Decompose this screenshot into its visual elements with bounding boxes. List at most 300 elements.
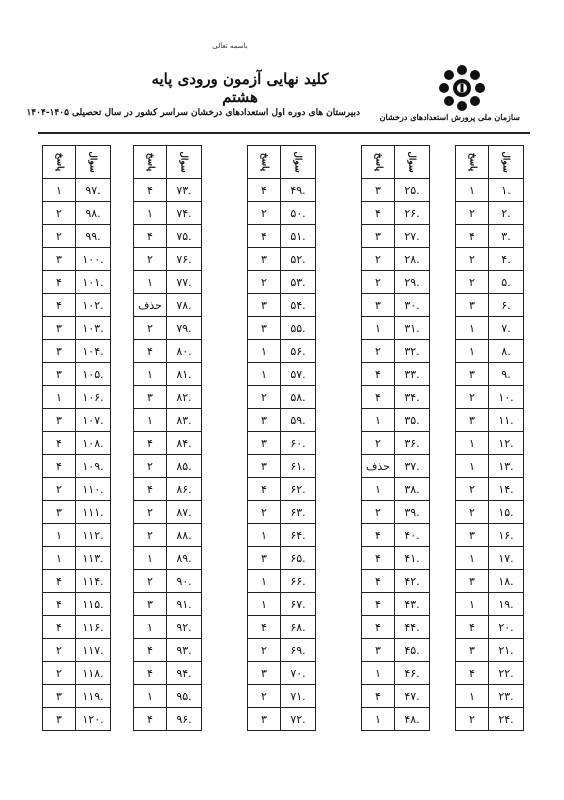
table-row: [134, 363, 202, 386]
answer-value: ۱: [248, 363, 281, 386]
table-row: [248, 179, 316, 202]
question-number: .۱۰۱: [76, 271, 111, 294]
table-row: [134, 524, 202, 547]
table-row: [43, 179, 111, 202]
answer-value: ۲: [362, 248, 395, 271]
table-row: [248, 202, 316, 225]
table-row: [362, 386, 430, 409]
answer-value: ۳: [362, 225, 395, 248]
question-number: .۳۴: [395, 386, 430, 409]
answer-value: ۴: [134, 662, 167, 685]
answer-value: ۴: [456, 662, 489, 685]
question-number: .۵۲: [281, 248, 316, 271]
answer-value: ۳: [43, 501, 76, 524]
question-number: .۳۸: [395, 478, 430, 501]
table-row: [248, 501, 316, 524]
table-row: [248, 317, 316, 340]
question-number: .۶۲: [281, 478, 316, 501]
answer-value: ۲: [134, 501, 167, 524]
question-number: .۲۷: [395, 225, 430, 248]
table-row: [456, 363, 524, 386]
answer-value: ۲: [248, 271, 281, 294]
answer-value: ۴: [456, 225, 489, 248]
table-row: [134, 547, 202, 570]
table-row: [456, 340, 524, 363]
question-number: .۸۲: [167, 386, 202, 409]
table-row: [456, 547, 524, 570]
table-row: [43, 202, 111, 225]
question-number: .۳۵: [395, 409, 430, 432]
question-number: .۱۲۰: [76, 708, 111, 731]
question-number: .۸۸: [167, 524, 202, 547]
answer-value: ۴: [248, 616, 281, 639]
table-row: [362, 547, 430, 570]
table-row: [43, 248, 111, 271]
question-column-header: [395, 146, 430, 179]
answer-column-header: [362, 146, 395, 179]
answer-header-label: پاسخ: [53, 152, 64, 172]
table-row: [43, 225, 111, 248]
answer-value: ۱: [456, 593, 489, 616]
question-number: .۴۹: [281, 179, 316, 202]
answer-value: ۴: [248, 478, 281, 501]
question-number: .۸۳: [167, 409, 202, 432]
answer-value: ۳: [43, 248, 76, 271]
answer-value: ۱: [362, 662, 395, 685]
answer-value: ۲: [248, 386, 281, 409]
table-row: [43, 455, 111, 478]
page-subtitle: دبیرستان های دوره اول استعدادهای درخشان سراسر کشور در سال تحصیلی ۱۴۰۵-۱۴۰۴: [26, 108, 360, 118]
table-row: [134, 639, 202, 662]
table-row: [248, 662, 316, 685]
question-number: .۱۷: [489, 547, 524, 570]
answer-value: ۲: [134, 524, 167, 547]
question-number: .۹۲: [167, 616, 202, 639]
table-row: [134, 455, 202, 478]
question-number: .۶۹: [281, 639, 316, 662]
answer-table-5: [42, 145, 111, 731]
question-column-header: [281, 146, 316, 179]
question-header-label: سوال: [406, 151, 417, 173]
question-number: .۴۶: [395, 662, 430, 685]
table-row: [43, 616, 111, 639]
table-row: [134, 662, 202, 685]
table-row: [134, 409, 202, 432]
answer-value: ۴: [362, 547, 395, 570]
answer-value: ۱: [362, 409, 395, 432]
answer-table-2: [361, 145, 430, 731]
question-number: .۸۰: [167, 340, 202, 363]
table-row: [248, 225, 316, 248]
question-number: .۷۸: [167, 294, 202, 317]
table-row: [43, 363, 111, 386]
table-row: [43, 340, 111, 363]
table-row: [248, 455, 316, 478]
answer-value: ۳: [43, 708, 76, 731]
answer-value: ۴: [248, 225, 281, 248]
top-note: باسمه تعالی: [212, 42, 248, 50]
question-number: .۲۲: [489, 662, 524, 685]
answer-value: ۱: [134, 363, 167, 386]
table-row: [134, 317, 202, 340]
answer-value: ۲: [456, 248, 489, 271]
table-row: [362, 708, 430, 731]
question-number: .۶۵: [281, 547, 316, 570]
answer-value: ۴: [43, 616, 76, 639]
question-number: .۲۹: [395, 271, 430, 294]
answer-value: ۲: [248, 202, 281, 225]
answer-value: ۱: [362, 708, 395, 731]
table-row: [134, 248, 202, 271]
answer-value: ۲: [456, 202, 489, 225]
answer-value: ۱: [43, 179, 76, 202]
answer-value: ۴: [248, 179, 281, 202]
answer-value: ۳: [456, 294, 489, 317]
answer-value: ۱: [134, 202, 167, 225]
answer-value: ۱: [43, 547, 76, 570]
answer-table-1: [455, 145, 524, 731]
answer-value: ۴: [43, 294, 76, 317]
question-number: .۳۲: [395, 340, 430, 363]
answer-value: ۳: [456, 524, 489, 547]
answer-value: ۴: [43, 432, 76, 455]
answer-value: ۴: [134, 639, 167, 662]
answer-value: ۲: [43, 478, 76, 501]
table-row: [456, 593, 524, 616]
question-number: .۷۲: [281, 708, 316, 731]
table-row: [248, 294, 316, 317]
question-header-label: سوال: [87, 151, 98, 173]
answer-value: ۱: [43, 386, 76, 409]
answer-value: ۴: [362, 593, 395, 616]
question-number: .۳: [489, 225, 524, 248]
question-number: .۹۰: [167, 570, 202, 593]
answer-value: ۳: [134, 593, 167, 616]
question-number: .۳۰: [395, 294, 430, 317]
table-row: [456, 271, 524, 294]
question-number: .۴: [489, 248, 524, 271]
answer-value: حذف: [362, 455, 395, 478]
answer-value: ۲: [362, 432, 395, 455]
table-row: [362, 340, 430, 363]
question-number: .۱۱: [489, 409, 524, 432]
table-row: [362, 685, 430, 708]
question-number: .۱۸: [489, 570, 524, 593]
answer-table-4: [133, 145, 202, 731]
answer-value: ۳: [248, 662, 281, 685]
table-row: [456, 432, 524, 455]
table-row: [248, 547, 316, 570]
table-row: [134, 386, 202, 409]
question-column-header: [167, 146, 202, 179]
table-row: [248, 524, 316, 547]
answer-value: ۳: [456, 639, 489, 662]
answer-value: ۴: [456, 616, 489, 639]
answer-value: ۲: [134, 455, 167, 478]
question-number: .۵۰: [281, 202, 316, 225]
table-row: [43, 570, 111, 593]
question-number: .۴۸: [395, 708, 430, 731]
answer-value: ۱: [134, 685, 167, 708]
answer-value: ۱: [456, 179, 489, 202]
question-number: .۱۹: [489, 593, 524, 616]
question-number: .۱۵: [489, 501, 524, 524]
question-number: .۳۷: [395, 455, 430, 478]
table-row: [362, 202, 430, 225]
answer-value: ۳: [248, 317, 281, 340]
answer-header-label: پاسخ: [258, 152, 269, 172]
answer-value: ۱: [248, 340, 281, 363]
question-number: .۱۱۸: [76, 662, 111, 685]
question-number: .۲۳: [489, 685, 524, 708]
table-row: [362, 225, 430, 248]
answer-value: ۳: [248, 547, 281, 570]
table-row: [134, 432, 202, 455]
answer-value: ۲: [134, 317, 167, 340]
answer-value: ۴: [43, 455, 76, 478]
table-row: [248, 616, 316, 639]
table-row: [362, 294, 430, 317]
question-number: .۳۱: [395, 317, 430, 340]
question-number: .۱۰۲: [76, 294, 111, 317]
question-number: .۴۴: [395, 616, 430, 639]
question-number: .۷۵: [167, 225, 202, 248]
question-number: .۳۹: [395, 501, 430, 524]
answer-value: ۱: [456, 685, 489, 708]
question-number: .۶۴: [281, 524, 316, 547]
table-row: [248, 708, 316, 731]
table-row: [43, 294, 111, 317]
table-row: [43, 409, 111, 432]
answer-value: ۱: [248, 524, 281, 547]
table-row: [43, 524, 111, 547]
table-row: [362, 639, 430, 662]
table-row: [362, 432, 430, 455]
question-number: .۷۷: [167, 271, 202, 294]
answer-value: ۴: [134, 478, 167, 501]
question-number: .۸۶: [167, 478, 202, 501]
question-header-label: سوال: [292, 151, 303, 173]
table-row: [248, 409, 316, 432]
question-number: .۱۰۶: [76, 386, 111, 409]
table-row: [43, 639, 111, 662]
question-number: .۹۱: [167, 593, 202, 616]
answer-value: ۱: [248, 570, 281, 593]
table-row: [134, 685, 202, 708]
answer-value: ۲: [248, 639, 281, 662]
answer-value: ۴: [134, 179, 167, 202]
table-row: [362, 455, 430, 478]
table-row: [456, 409, 524, 432]
table-row: [456, 386, 524, 409]
question-number: .۴۵: [395, 639, 430, 662]
table-row: [134, 593, 202, 616]
answer-header-label: پاسخ: [372, 152, 383, 172]
answer-value: ۳: [43, 363, 76, 386]
question-number: .۳۳: [395, 363, 430, 386]
table-row: [134, 294, 202, 317]
table-row: [362, 271, 430, 294]
answer-value: ۲: [134, 248, 167, 271]
answer-value: ۴: [362, 616, 395, 639]
question-number: .۱۱۳: [76, 547, 111, 570]
question-number: .۵۹: [281, 409, 316, 432]
answer-column-header: [134, 146, 167, 179]
table-row: [134, 616, 202, 639]
answer-value: ۱: [456, 432, 489, 455]
question-number: .۹۵: [167, 685, 202, 708]
question-number: .۱۰: [489, 386, 524, 409]
question-column-header: [76, 146, 111, 179]
answer-value: ۴: [134, 708, 167, 731]
question-number: .۱۱۲: [76, 524, 111, 547]
table-row: [134, 271, 202, 294]
table-row: [248, 593, 316, 616]
answer-value: ۱: [456, 455, 489, 478]
table-row: [248, 271, 316, 294]
answer-value: ۳: [43, 317, 76, 340]
table-row: [456, 455, 524, 478]
answer-value: ۳: [248, 248, 281, 271]
table-row: [248, 478, 316, 501]
table-row: [248, 363, 316, 386]
table-row: [456, 179, 524, 202]
question-number: .۵۶: [281, 340, 316, 363]
answer-value: ۳: [43, 409, 76, 432]
table-row: [134, 225, 202, 248]
table-row: [43, 386, 111, 409]
answer-header-label: پاسخ: [144, 152, 155, 172]
question-number: .۹۴: [167, 662, 202, 685]
answer-value: ۴: [134, 340, 167, 363]
table-row: [248, 570, 316, 593]
page-title: کلید نهایی آزمون ورودی پایه هشتم: [151, 70, 329, 106]
table-row: [248, 639, 316, 662]
table-row: [456, 524, 524, 547]
question-number: .۵۱: [281, 225, 316, 248]
answer-column-header: [43, 146, 76, 179]
question-number: .۸۱: [167, 363, 202, 386]
question-number: .۱۱۴: [76, 570, 111, 593]
question-number: .۱۰۵: [76, 363, 111, 386]
table-row: [134, 501, 202, 524]
organization-name: سازمان ملی پرورش استعدادهای درخشان: [379, 112, 520, 122]
question-number: .۴۳: [395, 593, 430, 616]
answer-value: ۴: [362, 524, 395, 547]
question-number: .۱۱۹: [76, 685, 111, 708]
question-number: .۷۰: [281, 662, 316, 685]
answer-value: ۴: [134, 432, 167, 455]
table-row: [456, 202, 524, 225]
question-number: .۹۶: [167, 708, 202, 731]
question-number: .۲۵: [395, 179, 430, 202]
question-number: .۵۷: [281, 363, 316, 386]
question-number: .۸۷: [167, 501, 202, 524]
question-number: .۶۷: [281, 593, 316, 616]
question-number: .۷۹: [167, 317, 202, 340]
question-number: .۴۲: [395, 570, 430, 593]
answer-value: ۲: [43, 639, 76, 662]
answer-value: ۳: [248, 294, 281, 317]
answer-value: ۲: [456, 501, 489, 524]
table-row: [456, 570, 524, 593]
answer-value: ۴: [362, 685, 395, 708]
table-row: [134, 179, 202, 202]
answer-value: ۱: [456, 340, 489, 363]
table-row: [362, 478, 430, 501]
answer-value: ۴: [43, 570, 76, 593]
table-row: [43, 478, 111, 501]
answer-value: ۳: [248, 432, 281, 455]
question-number: .۵۸: [281, 386, 316, 409]
answer-value: ۴: [362, 202, 395, 225]
answer-value: ۲: [248, 685, 281, 708]
question-number: .۱۱۷: [76, 639, 111, 662]
question-number: .۷۳: [167, 179, 202, 202]
question-number: .۱۰۴: [76, 340, 111, 363]
answer-value: ۲: [362, 271, 395, 294]
table-row: [456, 478, 524, 501]
table-row: [456, 639, 524, 662]
answer-value: ۱: [456, 317, 489, 340]
answer-value: ۱: [362, 317, 395, 340]
answer-value: ۲: [362, 501, 395, 524]
answer-column-header: [456, 146, 489, 179]
question-number: .۱۳: [489, 455, 524, 478]
question-number: .۱۱۱: [76, 501, 111, 524]
table-row: [362, 363, 430, 386]
question-number: .۶۱: [281, 455, 316, 478]
question-number: .۸۹: [167, 547, 202, 570]
answer-value: ۲: [456, 271, 489, 294]
table-row: [248, 685, 316, 708]
table-row: [362, 570, 430, 593]
question-number: .۵: [489, 271, 524, 294]
question-number: .۵۴: [281, 294, 316, 317]
table-row: [134, 478, 202, 501]
question-number: .۵۵: [281, 317, 316, 340]
question-number: .۸: [489, 340, 524, 363]
question-number: .۷۱: [281, 685, 316, 708]
question-number: .۵۳: [281, 271, 316, 294]
answer-value: ۲: [248, 501, 281, 524]
table-row: [362, 248, 430, 271]
answer-value: ۲: [43, 202, 76, 225]
answer-value: ۳: [456, 570, 489, 593]
table-row: [43, 593, 111, 616]
answer-value: ۳: [362, 294, 395, 317]
answer-value: ۱: [134, 616, 167, 639]
question-number: .۱۱۶: [76, 616, 111, 639]
question-number: .۱۰۸: [76, 432, 111, 455]
table-row: [134, 202, 202, 225]
question-number: .۶۶: [281, 570, 316, 593]
table-row: [43, 501, 111, 524]
question-number: .۶۰: [281, 432, 316, 455]
question-number: .۹۸: [76, 202, 111, 225]
table-row: [362, 524, 430, 547]
question-number: .۶: [489, 294, 524, 317]
table-row: [456, 616, 524, 639]
table-row: [134, 570, 202, 593]
question-number: .۷: [489, 317, 524, 340]
answer-value: ۲: [456, 478, 489, 501]
question-number: .۷۶: [167, 248, 202, 271]
question-number: .۱۱۵: [76, 593, 111, 616]
answer-value: ۲: [134, 570, 167, 593]
answer-value: ۳: [456, 363, 489, 386]
table-row: [248, 248, 316, 271]
